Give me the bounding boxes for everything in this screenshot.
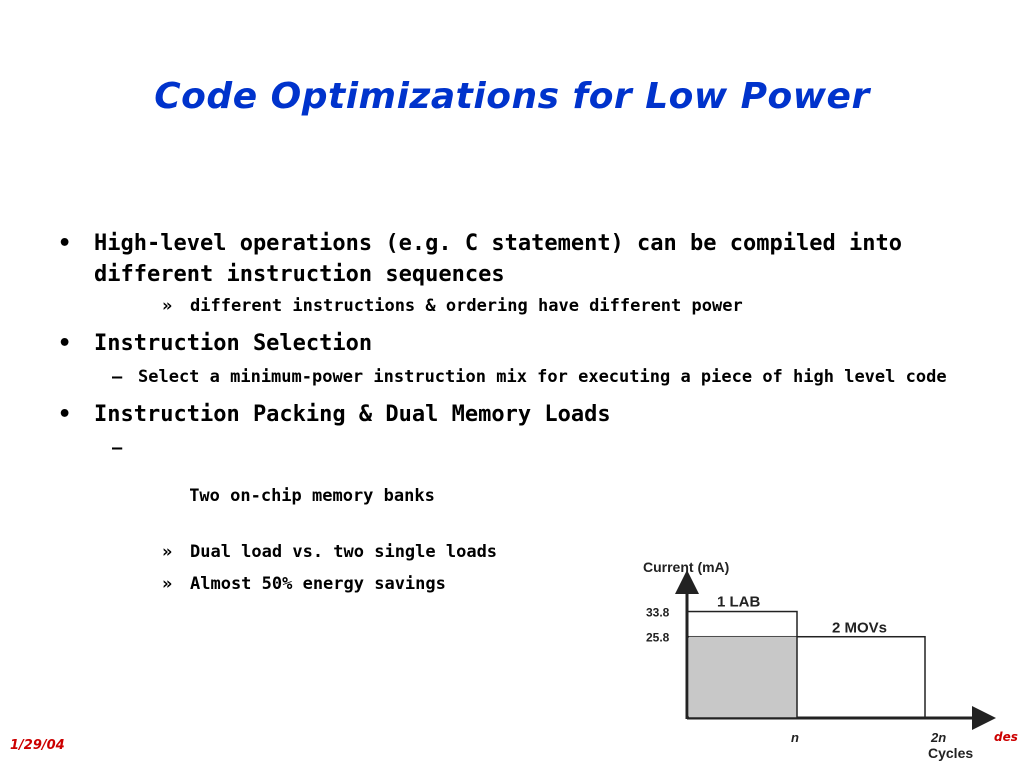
bullet-text: Instruction Packing & Dual Memory Loads <box>94 402 611 427</box>
bullet-item <box>56 399 966 430</box>
bullet-item <box>56 436 966 532</box>
bullet-marker: » <box>162 574 173 594</box>
chart-title: Current (mA) <box>643 559 730 575</box>
bullet-item <box>56 228 966 290</box>
bullet-text: Two on-chip memory banks <box>178 486 435 506</box>
bullet-item <box>56 294 966 318</box>
footer-date: 1/29/04 <box>10 738 65 753</box>
bullet-marker: » <box>162 542 173 562</box>
bullet-marker: • <box>58 331 72 356</box>
x-tick-label: 2n <box>931 730 947 745</box>
bullet-text: Select a minimum-power instruction mix for executing a piece of high level code <box>138 367 947 387</box>
shaded-region <box>689 637 797 718</box>
bullet-text: Almost 50% energy savings <box>190 574 446 594</box>
y-tick-label: 25.8 <box>646 630 670 645</box>
bullet-marker: » <box>162 296 173 316</box>
bullet-marker: – <box>112 367 123 387</box>
bullet-marker: • <box>58 231 72 256</box>
bullet-item <box>56 328 966 359</box>
bullet-text: Dual load vs. two single loads <box>190 542 498 562</box>
bullet-text: High-level operations (e.g. C statement) can be compiled into different instruction sequences <box>94 231 902 287</box>
x-tick-label: n <box>791 730 799 745</box>
footer-text-fragment: des <box>994 730 1018 744</box>
series-label-2movs: 2 MOVs <box>832 619 888 637</box>
current-vs-cycles-chart <box>640 556 1000 768</box>
bullet-marker: – <box>112 438 123 458</box>
x-axis-label: Cycles <box>928 745 974 761</box>
series-label-1lab: 1 LAB <box>717 593 761 611</box>
bullet-text: different instructions & ordering have different power <box>190 296 743 316</box>
y-tick-label: 33.8 <box>646 605 670 620</box>
bullet-list <box>56 228 966 596</box>
bullet-text: Instruction Selection <box>94 331 373 356</box>
bullet-item <box>56 365 966 389</box>
slide-title: Code Optimizations for Low Power <box>154 76 870 117</box>
bullet-marker: • <box>58 402 72 427</box>
